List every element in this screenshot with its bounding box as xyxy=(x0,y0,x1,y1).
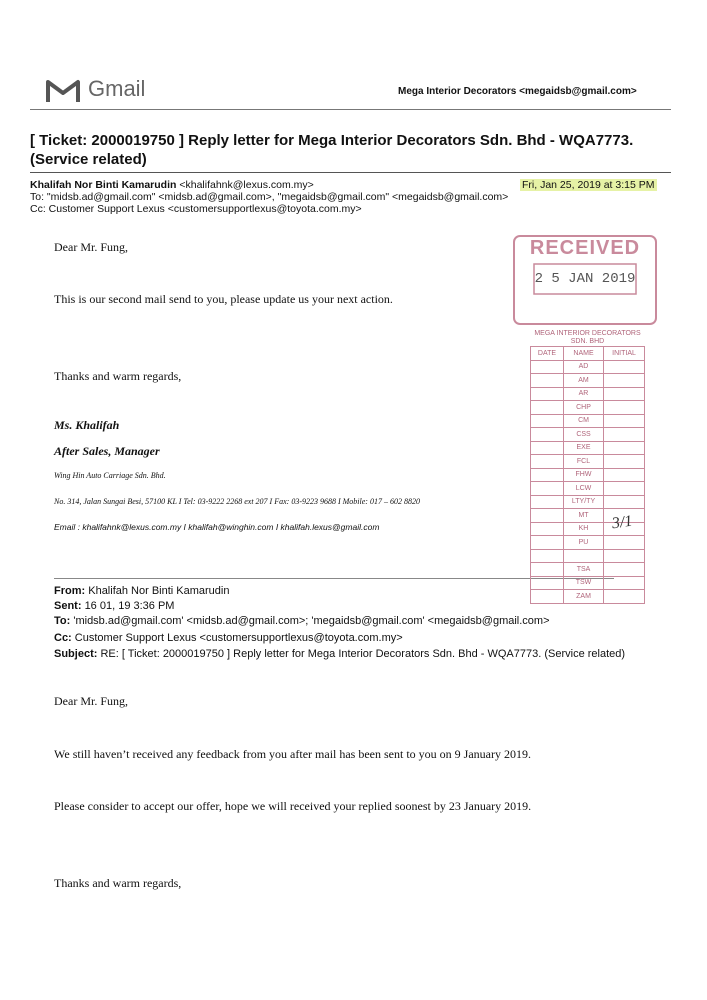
routing-empty-cell xyxy=(531,455,564,469)
quoted-sent xyxy=(54,600,174,613)
signature-company: Wing Hin Auto Carriage Sdn. Bhd. xyxy=(54,471,166,480)
col-initial: INITIAL xyxy=(604,347,645,361)
col-date: DATE xyxy=(531,347,564,361)
quoted-sent-label: Sent: xyxy=(54,600,82,612)
quoted-sent-value: 16 01, 19 3:36 PM xyxy=(84,600,175,612)
email-date: Fri, Jan 25, 2019 at 3:15 PM xyxy=(522,179,655,191)
routing-empty-cell xyxy=(531,590,564,604)
sender-line xyxy=(30,179,314,191)
routing-empty-cell xyxy=(531,563,564,577)
quoted-subject-label: Subject: xyxy=(54,648,98,660)
routing-name-cell: CHP xyxy=(563,401,603,415)
routing-empty-cell xyxy=(531,576,564,590)
routing-name-cell: AR xyxy=(563,387,603,401)
routing-table xyxy=(530,346,645,604)
quoted-subject xyxy=(54,648,625,661)
routing-empty-cell xyxy=(531,414,564,428)
quoted-cc-label: Cc: xyxy=(54,632,72,644)
routing-row xyxy=(531,590,645,604)
quoted-from xyxy=(54,585,229,598)
closing: Thanks and warm regards, xyxy=(54,369,182,383)
to-line: To: "midsb.ad@gmail.com" <midsb.ad@gmail.com>, "megaidsb@gmail.com" <megaidsb@gmail.com> xyxy=(30,191,509,203)
routing-empty-cell xyxy=(531,549,564,563)
routing-empty-cell xyxy=(604,563,645,577)
routing-name-cell: LTY/TY xyxy=(563,495,603,509)
quoted-paragraph-1: We still haven’t received any feedback from you after mail has been sent to you on 9 January 2019. xyxy=(54,747,531,761)
routing-empty-cell xyxy=(531,522,564,536)
routing-row xyxy=(531,455,645,469)
quoted-cc xyxy=(54,632,403,645)
email-subject: [ Ticket: 2000019750 ] Reply letter for Mega Interior Decorators Sdn. Bhd - WQA7773. (Service related) xyxy=(30,132,634,168)
routing-empty-cell xyxy=(604,536,645,550)
quoted-to-label: To: xyxy=(54,615,71,627)
account-label: Mega Interior Decorators <megaidsb@gmail.com> xyxy=(398,86,637,97)
routing-empty-cell xyxy=(604,414,645,428)
routing-row xyxy=(531,441,645,455)
col-name: NAME xyxy=(563,347,603,361)
routing-empty-cell xyxy=(531,387,564,401)
routing-row xyxy=(531,428,645,442)
signature-address: No. 314, Jalan Sungai Besi, 57100 KL I Tel: 03-9222 2268 ext 207 I Fax: 03-9223 9688 I Mobile: 017 – 602 8820 xyxy=(54,497,420,506)
routing-row xyxy=(531,549,645,563)
quoted-subject-value: RE: [ Ticket: 2000019750 ] Reply letter for Mega Interior Decorators Sdn. Bhd - WQA7773. (Service related) xyxy=(100,648,626,660)
routing-empty-cell xyxy=(531,482,564,496)
routing-name-cell xyxy=(563,549,603,563)
routing-empty-cell xyxy=(604,455,645,469)
routing-row xyxy=(531,468,645,482)
routing-name-cell: PU xyxy=(563,536,603,550)
routing-empty-cell xyxy=(604,590,645,604)
routing-row xyxy=(531,482,645,496)
quoted-to-value: 'midsb.ad@gmail.com' <midsb.ad@gmail.com>; 'megaidsb@gmail.com' <megaidsb@gmail.com> xyxy=(73,615,550,627)
sender-email: <khalifahnk@lexus.com.my> xyxy=(179,179,314,191)
cc-line: Cc: Customer Support Lexus <customersupportlexus@toyota.com.my> xyxy=(30,203,362,215)
gmail-wordmark: Gmail xyxy=(88,76,146,101)
routing-empty-cell xyxy=(604,495,645,509)
routing-empty-cell xyxy=(531,495,564,509)
signature-title: After Sales, Manager xyxy=(54,444,160,458)
routing-empty-cell xyxy=(531,536,564,550)
received-stamp xyxy=(512,234,658,326)
routing-row xyxy=(531,414,645,428)
routing-empty-cell xyxy=(604,576,645,590)
routing-empty-cell xyxy=(531,428,564,442)
quoted-from-value: Khalifah Nor Binti Kamarudin xyxy=(88,585,230,597)
routing-name-cell: TSA xyxy=(563,563,603,577)
routing-name-cell: TSW xyxy=(563,576,603,590)
header-divider xyxy=(30,109,671,110)
routing-empty-cell xyxy=(604,468,645,482)
routing-empty-cell xyxy=(531,374,564,388)
routing-row xyxy=(531,536,645,550)
routing-empty-cell xyxy=(604,387,645,401)
routing-row xyxy=(531,401,645,415)
received-date: 2 5 JAN 2019 xyxy=(534,271,636,287)
sender-name: Khalifah Nor Binti Kamarudin xyxy=(30,179,177,191)
routing-name-cell: CM xyxy=(563,414,603,428)
body-paragraph: This is our second mail send to you, please update us your next action. xyxy=(54,292,393,306)
routing-name-cell: ZAM xyxy=(563,590,603,604)
routing-name-cell: FHW xyxy=(563,468,603,482)
routing-empty-cell xyxy=(604,428,645,442)
quoted-closing: Thanks and warm regards, xyxy=(54,876,182,890)
handwritten-initial: 3/1 xyxy=(610,512,634,533)
routing-name-cell: CSS xyxy=(563,428,603,442)
email-date-wrap xyxy=(520,179,657,191)
routing-header-row xyxy=(531,347,645,361)
routing-name-cell: AM xyxy=(563,374,603,388)
routing-empty-cell xyxy=(604,549,645,563)
quoted-cc-value: Customer Support Lexus <customersupportlexus@toyota.com.my> xyxy=(74,632,403,644)
routing-name-cell: AD xyxy=(563,360,603,374)
routing-company: MEGA INTERIOR DECORATORS SDN. BHD xyxy=(534,330,641,345)
routing-name-cell: LCW xyxy=(563,482,603,496)
quoted-paragraph-2: Please consider to accept our offer, hope we will received your replied soonest by 23 January 2019. xyxy=(54,799,532,813)
routing-empty-cell xyxy=(604,401,645,415)
subject-divider xyxy=(30,172,671,173)
received-word: RECEIVED xyxy=(529,237,641,259)
routing-name-cell: FCL xyxy=(563,455,603,469)
routing-name-cell: EXE xyxy=(563,441,603,455)
routing-row xyxy=(531,576,645,590)
routing-empty-cell xyxy=(531,441,564,455)
routing-name-cell: MT xyxy=(563,509,603,523)
routing-row xyxy=(531,374,645,388)
gmail-logo-icon xyxy=(46,78,80,104)
routing-row xyxy=(531,360,645,374)
quoted-to xyxy=(54,615,550,628)
routing-empty-cell xyxy=(604,482,645,496)
signature-email: Email : khalifahnk@lexus.com.my I khalifah@winghin.com I khalifah.lexus@gmail.com xyxy=(54,522,380,532)
routing-stamp xyxy=(530,330,645,630)
routing-empty-cell xyxy=(604,374,645,388)
routing-empty-cell xyxy=(531,401,564,415)
routing-row xyxy=(531,387,645,401)
greeting: Dear Mr. Fung, xyxy=(54,240,128,254)
routing-name-cell: KH xyxy=(563,522,603,536)
routing-row xyxy=(531,563,645,577)
routing-empty-cell xyxy=(531,360,564,374)
routing-row xyxy=(531,495,645,509)
signature-name: Ms. Khalifah xyxy=(54,418,120,432)
quoted-from-label: From: xyxy=(54,585,86,597)
routing-empty-cell xyxy=(604,441,645,455)
quoted-greeting: Dear Mr. Fung, xyxy=(54,694,128,708)
routing-empty-cell xyxy=(531,509,564,523)
routing-empty-cell xyxy=(531,468,564,482)
routing-empty-cell xyxy=(604,360,645,374)
